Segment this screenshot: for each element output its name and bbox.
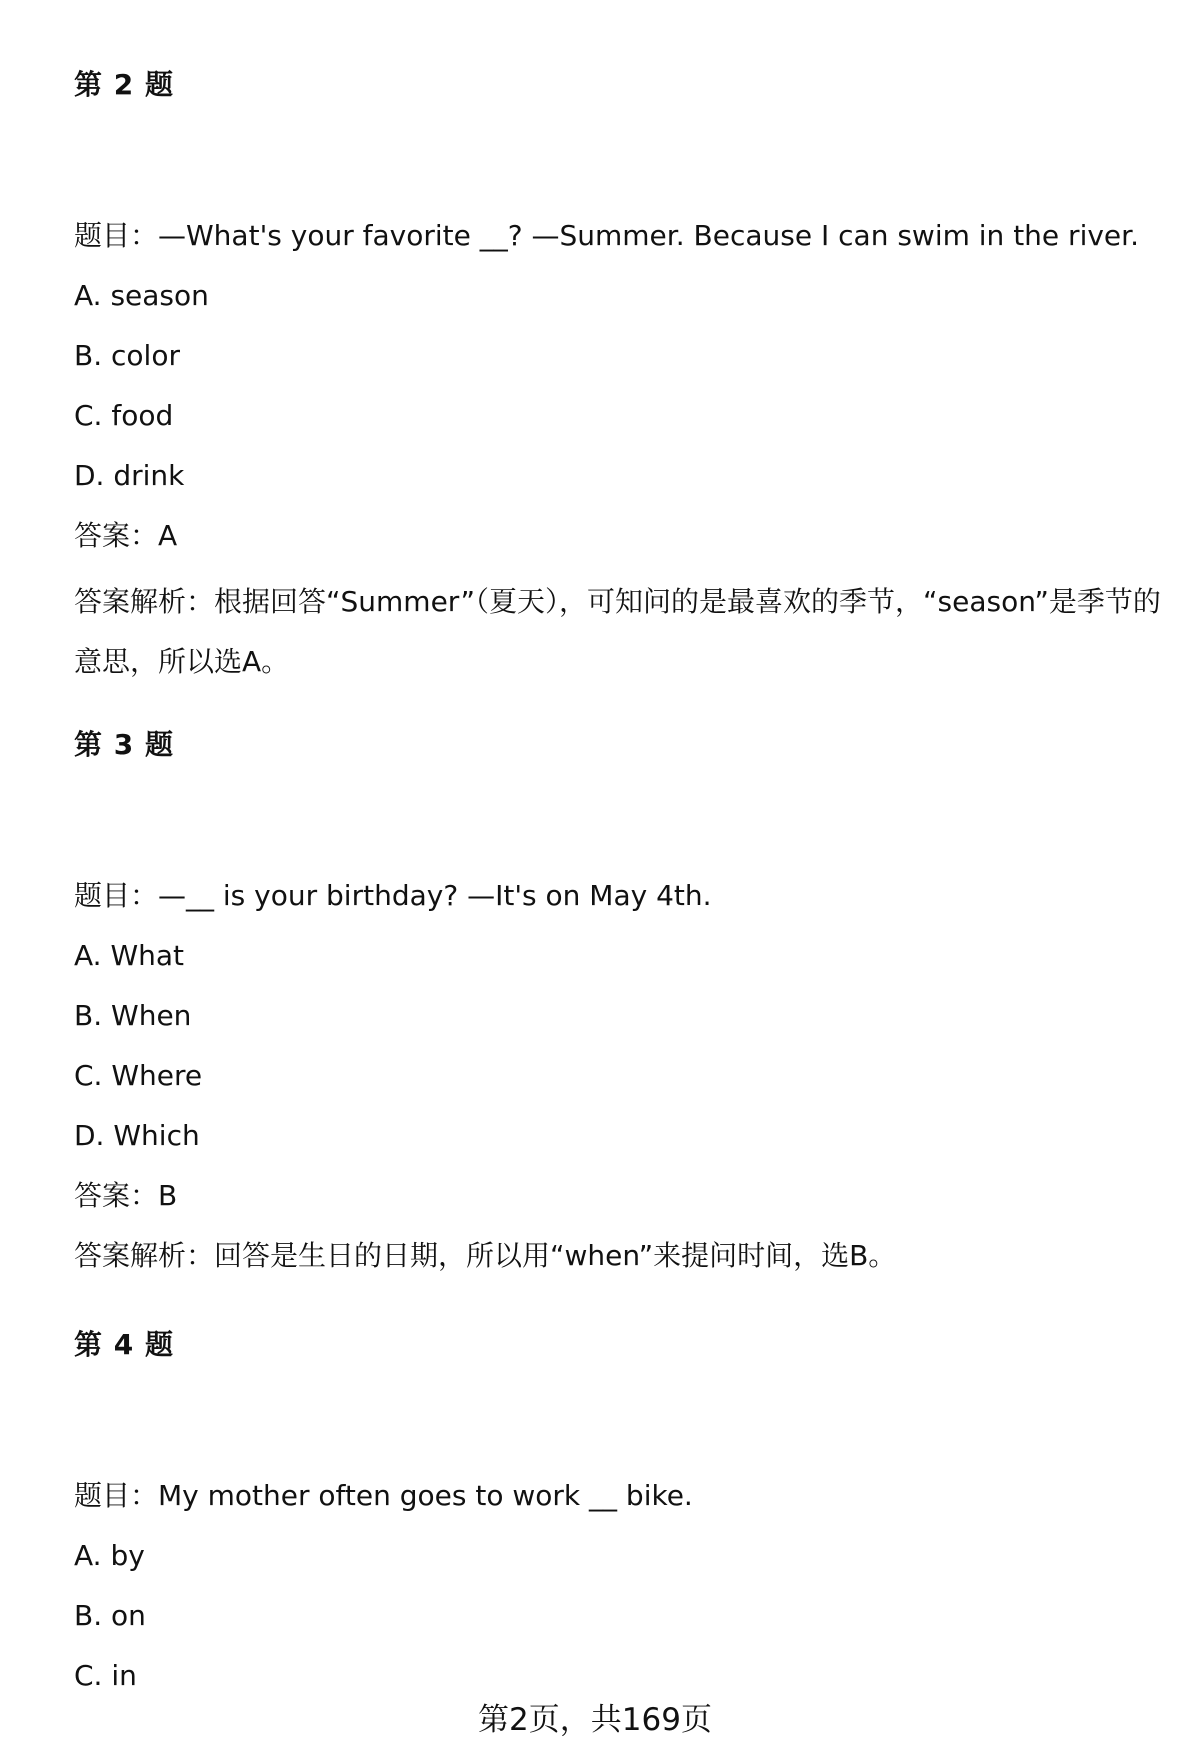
option-b: B. on [74, 1599, 146, 1632]
option-a: A. What [74, 939, 185, 972]
answer-analysis: 答案解析：回答是生日的日期，所以用“when”来提问时间，选B。 [74, 1239, 897, 1272]
answer: 答案：B [74, 1179, 178, 1212]
option-d: D. Which [74, 1119, 200, 1152]
question-heading: 第 2 题 [74, 68, 174, 101]
question-text: 题目：—What's your favorite __? —Summer. Because I can swim in the river. [74, 219, 1139, 252]
page-number-footer: 第2页，共169页 [478, 1702, 712, 1738]
answer-analysis: 答案解析：根据回答“Summer”（夏天），可知问的是最喜欢的季节，“season”是季节的意思，所以选A。 [74, 585, 1161, 678]
question-text: 题目：—__ is your birthday? —It's on May 4th. [74, 879, 712, 912]
question-heading: 第 4 题 [74, 1328, 174, 1361]
option-b: B. When [74, 999, 192, 1032]
option-c: C. Where [74, 1059, 203, 1092]
answer: 答案：A [74, 519, 178, 552]
option-a: A. by [74, 1539, 145, 1572]
option-b: B. color [74, 339, 180, 372]
option-c: C. food [74, 399, 174, 432]
option-a: A. season [74, 279, 209, 312]
question-text: 题目：My mother often goes to work __ bike. [74, 1479, 693, 1512]
option-d: D. drink [74, 459, 185, 492]
option-c: C. in [74, 1659, 137, 1692]
question-heading: 第 3 题 [74, 728, 174, 761]
